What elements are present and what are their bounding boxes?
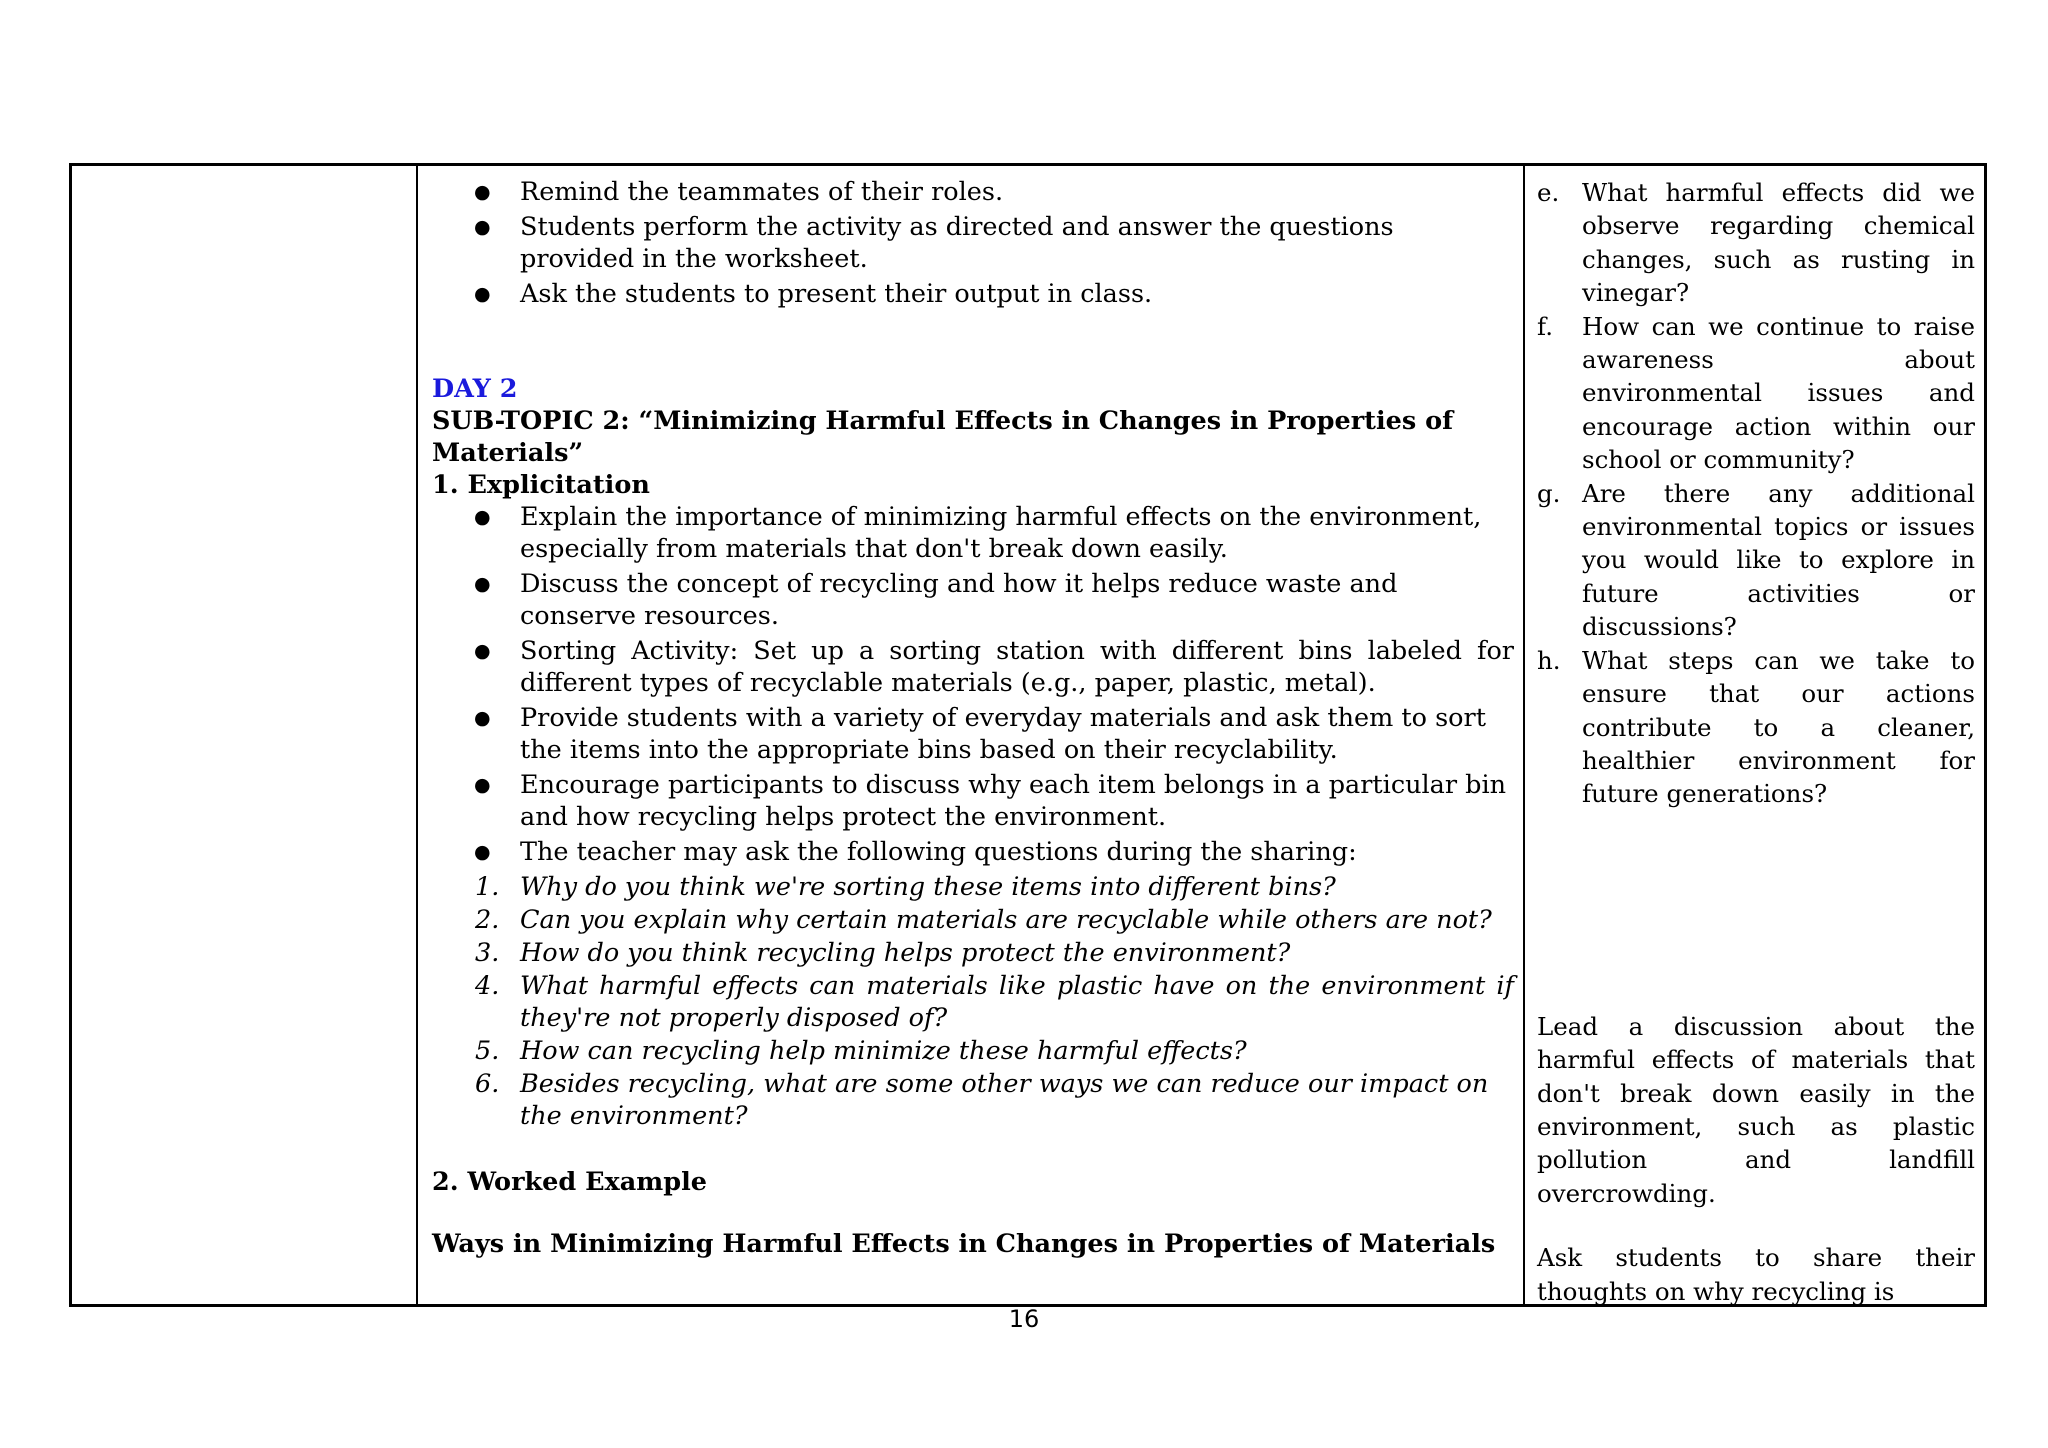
subtopic-heading: SUB-TOPIC 2: “Minimizing Harmful Effects in Changes in Properties of Materials” — [432, 406, 1454, 468]
list-item: g. Are there any additional environmental topics or issues you would like to explore in future activities or discussions? — [1537, 478, 1975, 642]
list-item: ● The teacher may ask the following questions during the sharing: — [520, 836, 1514, 868]
ask-note: Ask students to share their thoughts on why recycling is — [1537, 1243, 1975, 1306]
list-item: h. What steps can we take to ensure that our actions contribute to a cleaner, healthier environment for future generations? — [1537, 645, 1975, 809]
list-item: 5. How can recycling help minimize these harmful effects? — [475, 1036, 1247, 1066]
explicitation-bullet-list — [432, 501, 1514, 868]
notes-column — [1537, 176, 1975, 1308]
list-item: ● Ask the students to present their output in class. — [520, 278, 1514, 310]
worked-example-heading: 2. Worked Example — [432, 1167, 707, 1197]
list-item: ● Encourage participants to discuss why each item belongs in a particular bin and how recycling helps protect the environment. — [520, 769, 1514, 833]
column-divider — [1523, 166, 1525, 1304]
worked-example-title: Ways in Minimizing Harmful Effects in Changes in Properties of Materials — [432, 1229, 1496, 1259]
processing-question-list — [1537, 176, 1975, 811]
list-item: ● Discuss the concept of recycling and how it helps reduce waste and conserve resources. — [520, 568, 1514, 632]
list-item: 1. Why do you think we're sorting these items into different bins? — [475, 872, 1336, 902]
explicitation-heading: 1. Explicitation — [432, 470, 650, 500]
list-item: ● Sorting Activity: Set up a sorting station with different bins labeled for different types of recyclable materials (e.g., paper, plastic, metal). — [520, 635, 1514, 699]
list-item: ● Students perform the activity as directed and answer the questions provided in the worksheet. — [520, 211, 1514, 275]
list-item: 2. Can you explain why certain materials are recyclable while others are not? — [475, 905, 1492, 935]
list-item: ● Provide students with a variety of everyday materials and ask them to sort the items into the appropriate bins based on their recyclability. — [520, 702, 1514, 766]
list-item: 6. Besides recycling, what are some other ways we can reduce our impact on the environment? — [475, 1069, 1489, 1131]
page-number: 16 — [1008, 1305, 1040, 1333]
intro-bullet-list — [432, 176, 1514, 310]
list-item: 4. What harmful effects can materials like plastic have on the environment if they're not properly disposed of? — [475, 971, 1514, 1033]
list-item: f. How can we continue to raise awareness about environmental issues and encourage action within our school or community? — [1537, 311, 1975, 475]
lesson-table — [69, 163, 1987, 1307]
list-item: ● Explain the importance of minimizing harmful effects on the environment, especially from materials that don't break down easily. — [520, 501, 1514, 565]
discussion-note: Lead a discussion about the harmful effects of materials that don't break down easily in the environment, such as plastic pollution and landfill overcrowding. — [1537, 1011, 1975, 1208]
column-divider — [416, 166, 418, 1304]
procedure-column — [432, 176, 1514, 1260]
list-item: e. What harmful effects did we observe regarding chemical changes, such as rusting in vinegar? — [1537, 178, 1975, 308]
sharing-question-list — [432, 871, 1514, 1132]
day-label: DAY 2 — [432, 374, 518, 404]
list-item: 3. How do you think recycling helps protect the environment? — [475, 938, 1291, 968]
list-item: ● Remind the teammates of their roles. — [520, 176, 1514, 208]
